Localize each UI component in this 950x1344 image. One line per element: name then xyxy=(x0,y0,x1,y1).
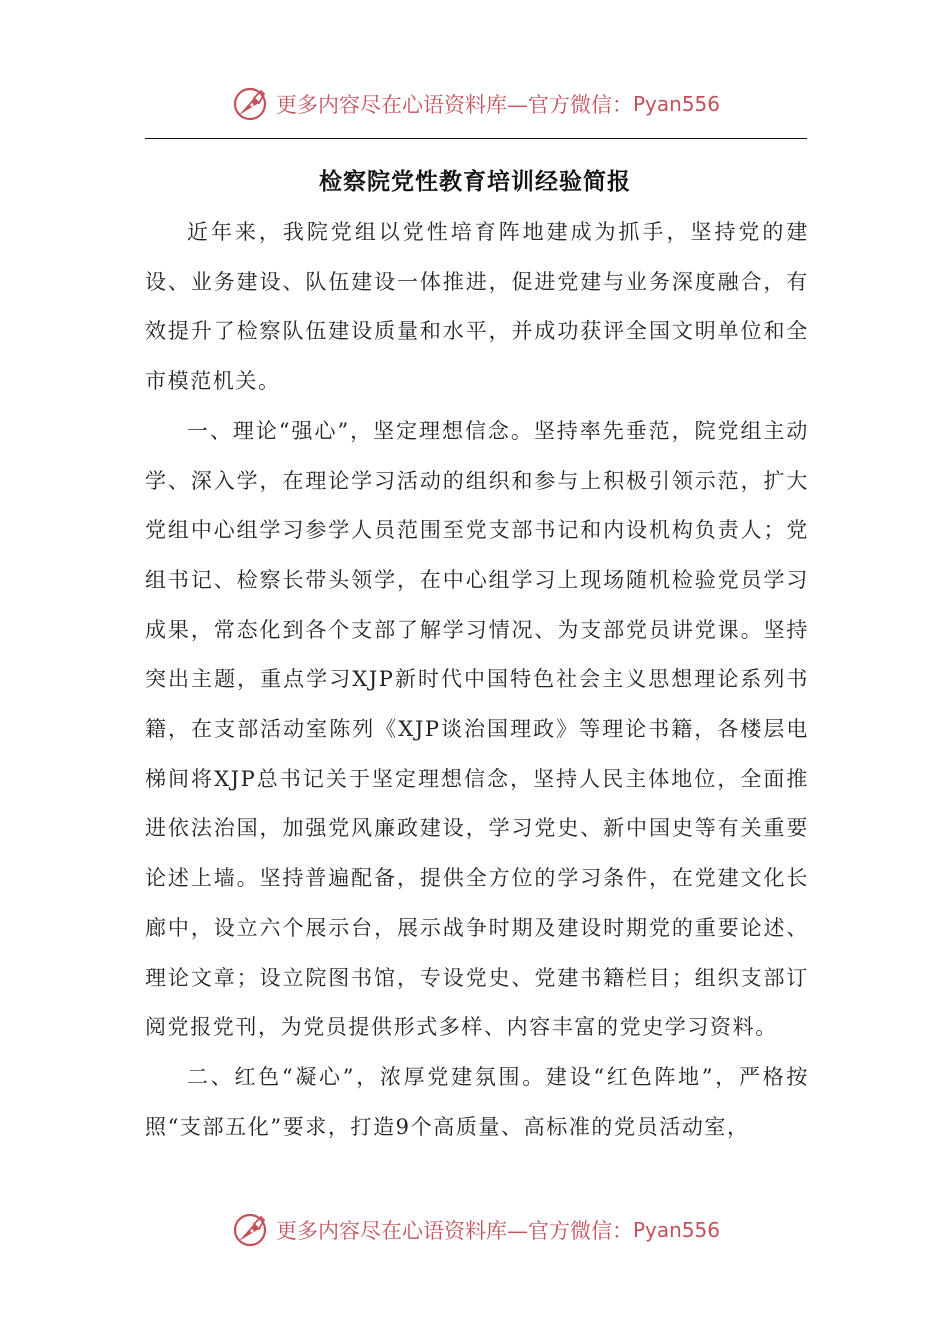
paragraph-section-1: 一、理论“强心”，坚定理想信念。坚持率先垂范，院党组主动学、深入学，在理论学习活动的组织和参与上积极引领示范，扩大党组中心组学习参学人员范围至党支部书记和内设机构负责人；党组书记、检察长带头领学，在中心组学习上现场随机检验党员学习成果，常态化到各个支部了解学习情况、为支部党员讲党课。坚持突出主题，重点学习XJP新时代中国特色社会主义思想理论系列书籍，在支部活动室陈列《XJP谈治国理政》等理论书籍，各楼层电梯间将XJP总书记关于坚定理想信念，坚持人民主体地位，全面推进依法治国，加强党风廉政建设，学习党史、新中国史等有关重要论述上墙。坚持普遍配备，提供全方位的学习条件，在党建文化长廊中，设立六个展示台，展示战争时期及建设时期党的重要论述、理论文章；设立院图书馆，专设党史、党建书籍栏目；组织支部订阅党报党刊，为党员提供形式多样、内容丰富的党史学习资料。 xyxy=(145,418,809,1040)
paragraph-section-2: 二、红色“凝心”，浓厚党建氛围。建设“红色阵地”，严格按照“支部五化”要求，打造9个高质量、高标准的党员活动室， xyxy=(145,1064,809,1139)
document-title: 检察院党性教育培训经验简报 xyxy=(319,168,631,195)
document-body xyxy=(145,208,809,1152)
pen-nib-logo-icon xyxy=(230,1210,270,1250)
pen-nib-logo-icon xyxy=(230,84,270,124)
paragraph-intro: 近年来，我院党组以党性培育阵地建成为抓手，坚持党的建设、业务建设、队伍建设一体推进，促进党建与业务深度融合，有效提升了检察队伍建设质量和水平，并成功获评全国文明单位和全市模范机关。 xyxy=(145,220,809,394)
watermark-banner-top xyxy=(0,84,950,124)
watermark-wechat-id: Pyan556 xyxy=(632,1218,720,1242)
header-rule xyxy=(145,138,807,139)
watermark-wechat-id: Pyan556 xyxy=(632,92,720,116)
watermark-text: 更多内容尽在心语资料库—官方微信： xyxy=(275,1219,633,1243)
watermark-text: 更多内容尽在心语资料库—官方微信： xyxy=(275,93,633,117)
watermark-banner-bottom xyxy=(0,1210,950,1250)
